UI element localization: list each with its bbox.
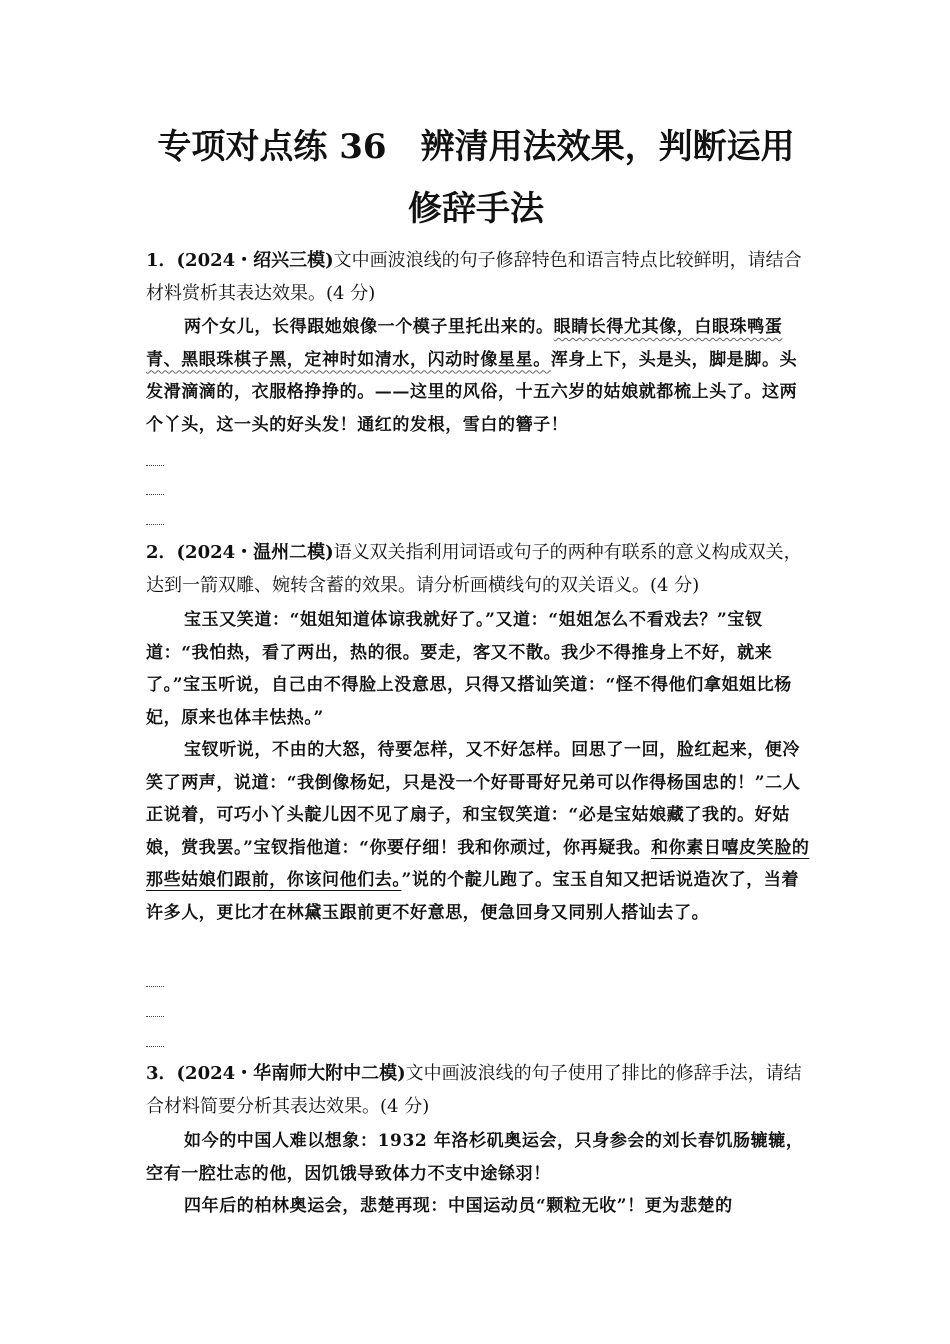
question-3-prompt: [146, 1057, 810, 1123]
question-1-passage: [146, 311, 810, 441]
question-2-passage-1: 宝玉又笑道：“姐姐知道体谅我就好了。”又道：“姐姐怎么不看戏去？”宝钗道：“我怕热，看了两出，热的很。要走，客又不散。我少不得推身上不好，就来了。”宝玉听说，自己由不得脸上没意思，只得又搭讪笑道：“怪不得他们拿姐姐比杨妃，原来也体丰怯热。”: [146, 610, 792, 728]
answer-line: [146, 986, 164, 987]
question-2-prompt: [146, 536, 810, 602]
question-2-passage-2: [146, 734, 810, 929]
answer-line: [146, 465, 164, 466]
question-1-prompt: [146, 244, 810, 310]
passage-text: 浑身上下，头是头，脚是脚。头发滑滴滴的，衣服格挣挣的。——这里的风俗，十五六岁的姑娘就都梳上头了。这两个丫头，这一头的好头发！通红的发根，雪白的簪子！: [146, 349, 798, 435]
question-number: 1．: [146, 250, 177, 271]
question-number: 3．: [146, 1063, 177, 1084]
answer-line: [146, 1016, 164, 1017]
wavy-underlined-sentence: 眼睛长得尤其像，白眼珠鸭蛋青、黑眼珠棋子黑，定神时如清水，闪动时像星星。: [146, 317, 783, 370]
question-source: (2024・绍兴三模): [176, 250, 334, 271]
page-title-continued: 修辞手法: [408, 189, 544, 229]
passage-text: 两个女儿，长得跟她娘像一个模子里托出来的。: [184, 317, 554, 337]
question-3-passage-2: 四年后的柏林奥运会，悲楚再现：中国运动员“颗粒无收”！更为悲楚的: [184, 1196, 733, 1216]
answer-line: [146, 494, 164, 495]
passage-text: 宝钗听说，不由的大怒，待要怎样，又不好怎样。回思了一回，脸红起来，便冷笑了两声，说道：“我倒像杨妃，只是没一个好哥哥好兄弟可以作得杨国忠的！”二人正说着，可巧小丫头靛儿因不见了扇子，和宝钗笑道：“必是宝姑娘藏了我的。好姑娘，赏我罢。”宝钗指他道：“你要仔细！我和你顽过，你再疑我。: [146, 740, 801, 858]
underlined-sentence: 和你素日嘻皮笑脸的那些姑娘们跟前，你该问他们去。: [146, 837, 810, 890]
question-text: 文中画波浪线的句子使用了排比的修辞手法，请结合材料简要分析其表达效果。(4 分): [146, 1063, 802, 1117]
question-text: 语义双关指利用词语或句子的两种有联系的意义构成双关，达到一箭双雕、婉转含蓄的效果。请分析画横线句的双关语义。(4 分): [146, 542, 802, 596]
question-source: (2024・温州二模): [176, 542, 334, 563]
question-text: 文中画波浪线的句子修辞特色和语言特点比较鲜明，请结合材料赏析其表达效果。(4 分): [146, 250, 802, 304]
question-3-passage-1: 如今的中国人难以想象：1932 年洛杉矶奥运会，只身参会的刘长春饥肠辘辘，空有一腔壮志的他，因饥饿导致体力不支中途铩羽！: [146, 1131, 804, 1184]
question-source: (2024・华南师大附中二模): [176, 1063, 406, 1084]
passage-text: ”说的个靛儿跑了。宝玉自知又把话说造次了，当着许多人，更比才在林黛玉跟前更不好意思，便急回身又同别人搭讪去了。: [146, 870, 800, 923]
answer-line: [146, 1046, 164, 1047]
answer-line: [146, 524, 164, 525]
question-number: 2．: [146, 542, 177, 563]
page-title: 专项对点练 36 辨清用法效果，判断运用: [157, 127, 795, 167]
